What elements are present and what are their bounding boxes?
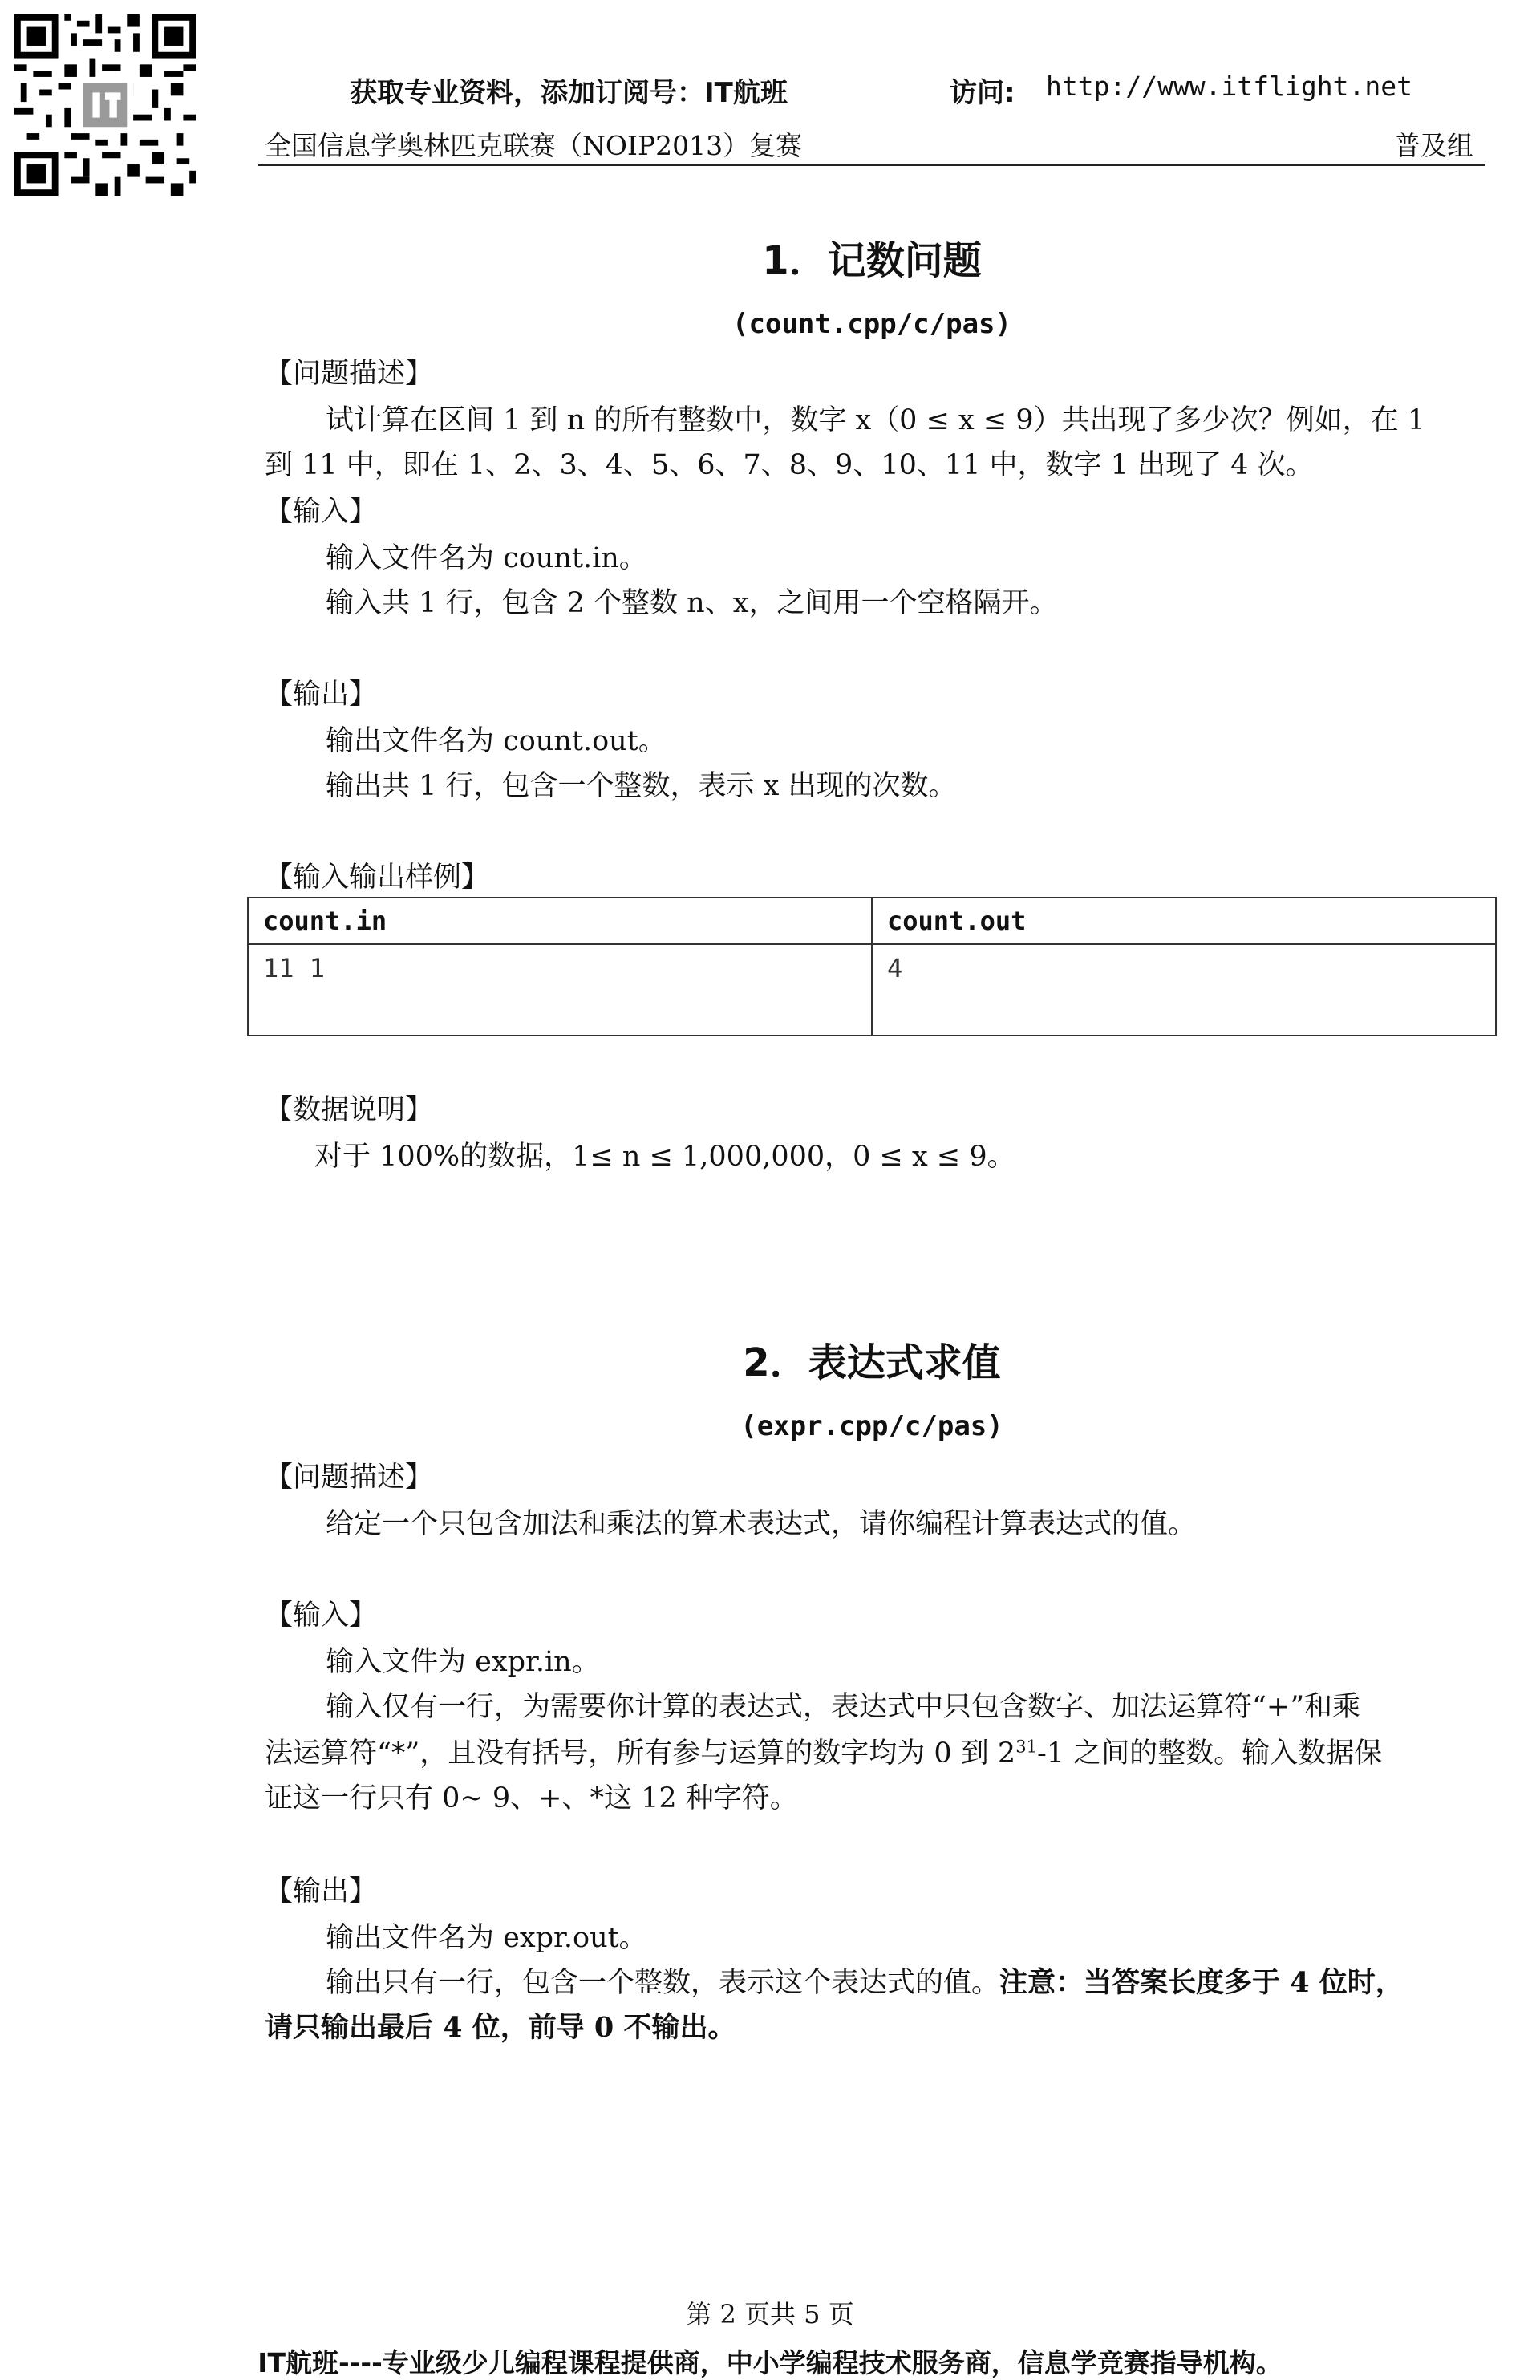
problem2-input-line4: 证这一行只有 0~ 9、+、*这 12 种字符。 — [265, 1782, 798, 1814]
qr-code-icon — [14, 14, 196, 196]
footer-promo: IT航班----专业级少儿编程课程提供商，中小学编程技术服务商，信息学竞赛指导机构。 — [257, 2347, 1283, 2378]
problem2-title: 2．表达式求值 — [743, 1340, 1001, 1385]
problem2-output-line3: 请只输出最后 4 位，前导 0 不输出。 — [265, 2011, 736, 2044]
problem1-output-line2: 输出共 1 行，包含一个整数，表示 x 出现的次数。 — [326, 770, 957, 802]
problem1-desc-line1: 试计算在区间 1 到 n 的所有整数中，数字 x（0 ≤ x ≤ 9）共出现了多少次？例如，在 1 — [326, 404, 1426, 436]
problem2-desc-line1: 给定一个只包含加法和乘法的算术表达式，请你编程计算表达式的值。 — [326, 1508, 1197, 1540]
problem2-output-line2 — [326, 1960, 1404, 2001]
table-header-row — [248, 898, 1496, 944]
problem1-data-heading: 【数据说明】 — [265, 1094, 434, 1126]
table-header-input: count.in — [248, 898, 872, 944]
promo-text: 获取专业资料，添加订阅号：IT航班 — [350, 77, 788, 109]
problem1-output-heading: 【输出】 — [265, 679, 378, 711]
page-number: 第 2 页共 5 页 — [686, 2299, 854, 2329]
problem2-output-line1: 输出文件名为 expr.out。 — [326, 1922, 647, 1954]
problem1-output-line1: 输出文件名为 count.out。 — [326, 725, 667, 757]
exponent-superscript: 31 — [1015, 1737, 1037, 1757]
table-cell-output: 4 — [872, 944, 1496, 1036]
promo-url-link[interactable]: http://www.itflight.net — [1046, 71, 1412, 102]
problem1-file: (count.cpp/c/pas) — [732, 308, 1011, 340]
header-divider — [258, 164, 1485, 166]
promo-visit-label: 访问: — [950, 77, 1015, 109]
problem2-input-line3 — [265, 1731, 1382, 1771]
sample-io-table — [247, 897, 1497, 1036]
problem1-desc-line2: 到 11 中，即在 1、2、3、4、5、6、7、8、9、10、11 中，数字 1 出现了 4 次。 — [265, 449, 1314, 481]
problem1-desc-heading: 【问题描述】 — [265, 358, 434, 390]
problem2-file: (expr.cpp/c/pas) — [740, 1410, 1003, 1442]
problem2-desc-heading: 【问题描述】 — [265, 1462, 434, 1494]
problem2-output-note: 注意：当答案长度多于 4 位时， — [999, 1966, 1404, 1999]
problem1-title: 1．记数问题 — [762, 238, 982, 283]
problem1-input-heading: 【输入】 — [265, 496, 378, 528]
contest-title: 全国信息学奥林匹克联赛（NOIP2013）复赛 — [265, 130, 803, 161]
problem2-input-line3-b: -1 之间的整数。输入数据保 — [1036, 1737, 1383, 1770]
table-row — [248, 944, 1496, 1036]
problem2-output-line2-a: 输出只有一行，包含一个整数，表示这个表达式的值。 — [326, 1967, 1000, 1999]
group-label: 普及组 — [1394, 130, 1473, 161]
problem2-output-heading: 【输出】 — [265, 1875, 378, 1908]
problem2-input-heading: 【输入】 — [265, 1600, 378, 1632]
problem2-input-line2: 输入仅有一行，为需要你计算的表达式，表达式中只包含数字、加法运算符“+”和乘 — [326, 1691, 1361, 1723]
problem2-input-line3-a: 法运算符“*”，且没有括号，所有参与运算的数字均为 0 到 2 — [265, 1737, 1016, 1770]
problem1-sample-heading: 【输入输出样例】 — [265, 862, 490, 894]
table-cell-input: 11 1 — [248, 944, 872, 1036]
table-header-output: count.out — [872, 898, 1496, 944]
problem1-input-line2: 输入共 1 行，包含 2 个整数 n、x，之间用一个空格隔开。 — [326, 587, 1058, 619]
problem1-input-line1: 输入文件名为 count.in。 — [326, 542, 647, 574]
problem1-data-line: 对于 100%的数据，1≤ n ≤ 1,000,000，0 ≤ x ≤ 9。 — [314, 1141, 1015, 1173]
problem2-input-line1: 输入文件为 expr.in。 — [326, 1646, 600, 1678]
